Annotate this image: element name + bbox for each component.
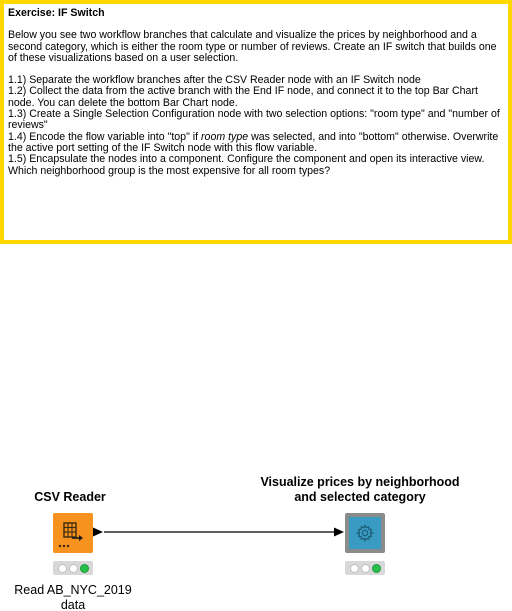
- annotation-step-1-4-after: was selected, and into "bottom" otherwise. Overwrite the active port setting of the IF Switch node with this flow variable.: [8, 130, 499, 154]
- status-light-red: [58, 564, 67, 573]
- status-light-green: [80, 564, 89, 573]
- component-node-label[interactable]: [230, 475, 490, 505]
- annotation-title: Exercise: IF Switch: [8, 7, 105, 19]
- csv-reader-node[interactable]: [53, 513, 93, 553]
- status-light-green: [372, 564, 381, 573]
- annotation-step-1-3: 1.3) Create a Single Selection Configuration node with two selection options: "room type" and "number of reviews": [8, 108, 500, 132]
- status-light-red: [350, 564, 359, 573]
- component-node-inner: [349, 517, 381, 549]
- annotation-intro: Below you see two workflow branches that calculate and visualize the prices by neighborhood and a second category, which is either the room type or number of reviews. Create an IF switch that builds one of these visualizations based on a user selection.: [8, 29, 497, 64]
- csv-reader-status-traffic-light: [53, 561, 93, 575]
- annotation-step-1-1: 1.1) Separate the workflow branches after the CSV Reader node with an IF Switch node: [8, 74, 421, 87]
- component-label-line-1: Visualize prices by neighborhood: [260, 475, 460, 489]
- component-node[interactable]: [345, 513, 385, 553]
- gear-icon: [355, 523, 375, 543]
- annotation-step-1-4-before: 1.4) Encode the flow variable into "top" if: [8, 130, 202, 143]
- component-label-line-2: and selected category: [294, 490, 426, 504]
- component-status-traffic-light: [345, 561, 385, 575]
- csv-reader-node-description[interactable]: [0, 583, 146, 611]
- status-light-yellow: [361, 564, 370, 573]
- csv-reader-node-label[interactable]: CSV Reader: [34, 490, 106, 504]
- annotation-step-1-5: 1.5) Encapsulate the nodes into a component. Configure the component and open its interactive view. Which neighborhood group is the most expensive for all room types?: [8, 153, 485, 177]
- csv-reader-description-line-1: Read AB_NYC_2019: [14, 583, 132, 597]
- csv-reader-description-line-2: data: [60, 598, 86, 611]
- annotation-step-1-2: 1.2) Collect the data from the active branch with the End IF node, and connect it to the top Bar Chart node. You can delete the bottom Bar Chart node.: [8, 85, 478, 109]
- annotation-step-1-4-italic: room type: [201, 130, 249, 143]
- table-arrow-icon: [53, 513, 93, 553]
- status-light-yellow: [69, 564, 78, 573]
